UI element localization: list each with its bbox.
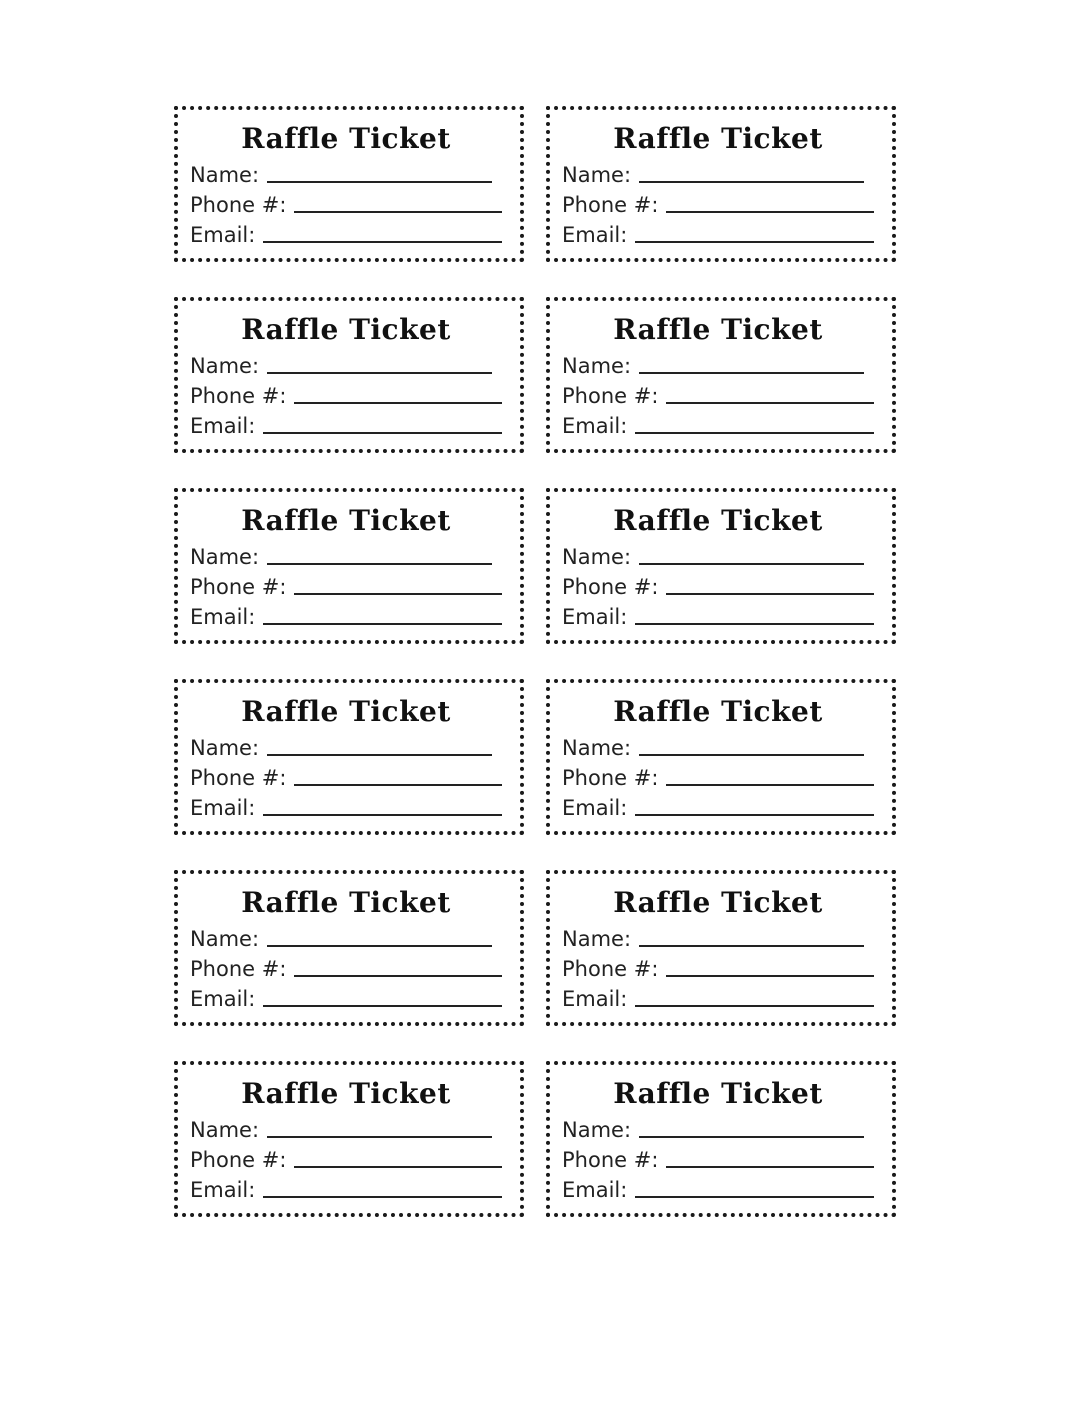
email-row (562, 790, 874, 820)
name-blank-line[interactable] (267, 943, 492, 947)
ticket-title: Raffle Ticket (241, 886, 451, 919)
name-label: Name: (190, 927, 260, 951)
name-row (562, 730, 874, 760)
email-row (562, 408, 874, 438)
phone-blank-line[interactable] (294, 209, 502, 213)
name-blank-line[interactable] (639, 179, 864, 183)
name-blank-line[interactable] (639, 752, 864, 756)
phone-row (190, 760, 502, 790)
raffle-ticket-sheet (174, 106, 898, 1217)
name-label: Name: (562, 736, 632, 760)
raffle-ticket (546, 1061, 896, 1217)
phone-label: Phone #: (190, 957, 287, 981)
email-row (190, 981, 502, 1011)
phone-blank-line[interactable] (666, 591, 874, 595)
phone-row (190, 951, 502, 981)
email-row (190, 1172, 502, 1202)
email-row (562, 217, 874, 247)
phone-row (562, 187, 874, 217)
phone-label: Phone #: (562, 575, 659, 599)
name-row (190, 348, 502, 378)
name-blank-line[interactable] (267, 179, 492, 183)
name-label: Name: (190, 163, 260, 187)
ticket-title: Raffle Ticket (241, 504, 451, 537)
name-row (562, 1112, 874, 1142)
email-label: Email: (562, 987, 628, 1011)
email-label: Email: (562, 605, 628, 629)
phone-label: Phone #: (562, 1148, 659, 1172)
ticket-title: Raffle Ticket (241, 313, 451, 346)
ticket-title: Raffle Ticket (241, 122, 451, 155)
raffle-ticket (174, 297, 524, 453)
email-label: Email: (190, 1178, 256, 1202)
email-label: Email: (190, 414, 256, 438)
name-label: Name: (562, 927, 632, 951)
email-label: Email: (562, 1178, 628, 1202)
phone-label: Phone #: (190, 766, 287, 790)
ticket-title: Raffle Ticket (613, 122, 823, 155)
name-label: Name: (190, 736, 260, 760)
email-blank-line[interactable] (635, 1194, 874, 1198)
name-blank-line[interactable] (267, 370, 492, 374)
email-label: Email: (562, 223, 628, 247)
name-blank-line[interactable] (639, 943, 864, 947)
phone-blank-line[interactable] (294, 973, 502, 977)
email-blank-line[interactable] (635, 430, 874, 434)
email-blank-line[interactable] (635, 812, 874, 816)
phone-label: Phone #: (562, 384, 659, 408)
email-label: Email: (190, 796, 256, 820)
phone-row (562, 569, 874, 599)
raffle-ticket (174, 106, 524, 262)
phone-label: Phone #: (190, 1148, 287, 1172)
name-row (190, 157, 502, 187)
raffle-ticket (546, 488, 896, 644)
email-blank-line[interactable] (263, 430, 502, 434)
email-label: Email: (190, 223, 256, 247)
email-row (562, 1172, 874, 1202)
phone-blank-line[interactable] (666, 1164, 874, 1168)
raffle-ticket (546, 106, 896, 262)
name-row (190, 539, 502, 569)
name-label: Name: (562, 1118, 632, 1142)
name-blank-line[interactable] (267, 561, 492, 565)
email-blank-line[interactable] (263, 1003, 502, 1007)
raffle-ticket (546, 297, 896, 453)
phone-label: Phone #: (190, 384, 287, 408)
ticket-title: Raffle Ticket (613, 695, 823, 728)
name-row (562, 921, 874, 951)
name-label: Name: (190, 545, 260, 569)
name-blank-line[interactable] (639, 1134, 864, 1138)
name-label: Name: (562, 354, 632, 378)
ticket-title: Raffle Ticket (241, 1077, 451, 1110)
phone-blank-line[interactable] (666, 973, 874, 977)
ticket-title: Raffle Ticket (241, 695, 451, 728)
name-label: Name: (562, 545, 632, 569)
email-row (190, 217, 502, 247)
name-row (562, 539, 874, 569)
email-blank-line[interactable] (263, 239, 502, 243)
phone-blank-line[interactable] (294, 782, 502, 786)
phone-blank-line[interactable] (666, 209, 874, 213)
ticket-title: Raffle Ticket (613, 886, 823, 919)
phone-blank-line[interactable] (294, 400, 502, 404)
phone-row (562, 1142, 874, 1172)
name-label: Name: (190, 354, 260, 378)
phone-blank-line[interactable] (666, 782, 874, 786)
phone-row (562, 760, 874, 790)
phone-label: Phone #: (562, 193, 659, 217)
raffle-ticket (174, 488, 524, 644)
email-blank-line[interactable] (263, 621, 502, 625)
email-blank-line[interactable] (263, 812, 502, 816)
name-label: Name: (190, 1118, 260, 1142)
phone-row (190, 378, 502, 408)
ticket-title: Raffle Ticket (613, 1077, 823, 1110)
phone-label: Phone #: (562, 766, 659, 790)
phone-label: Phone #: (190, 193, 287, 217)
phone-row (562, 951, 874, 981)
raffle-ticket (174, 1061, 524, 1217)
raffle-ticket (546, 870, 896, 1026)
phone-label: Phone #: (190, 575, 287, 599)
ticket-title: Raffle Ticket (613, 504, 823, 537)
phone-row (190, 187, 502, 217)
email-label: Email: (562, 796, 628, 820)
name-row (190, 730, 502, 760)
phone-row (562, 378, 874, 408)
email-blank-line[interactable] (263, 1194, 502, 1198)
phone-blank-line[interactable] (666, 400, 874, 404)
name-blank-line[interactable] (639, 370, 864, 374)
name-blank-line[interactable] (639, 561, 864, 565)
phone-blank-line[interactable] (294, 591, 502, 595)
phone-label: Phone #: (562, 957, 659, 981)
raffle-ticket (546, 679, 896, 835)
email-blank-line[interactable] (635, 1003, 874, 1007)
email-row (562, 981, 874, 1011)
email-row (190, 599, 502, 629)
phone-blank-line[interactable] (294, 1164, 502, 1168)
raffle-ticket (174, 679, 524, 835)
phone-row (190, 569, 502, 599)
email-label: Email: (562, 414, 628, 438)
name-row (562, 348, 874, 378)
name-row (562, 157, 874, 187)
name-row (190, 1112, 502, 1142)
email-label: Email: (190, 987, 256, 1011)
raffle-ticket (174, 870, 524, 1026)
email-blank-line[interactable] (635, 239, 874, 243)
email-row (190, 790, 502, 820)
name-row (190, 921, 502, 951)
name-blank-line[interactable] (267, 1134, 492, 1138)
email-row (562, 599, 874, 629)
email-row (190, 408, 502, 438)
email-label: Email: (190, 605, 256, 629)
ticket-title: Raffle Ticket (613, 313, 823, 346)
name-label: Name: (562, 163, 632, 187)
phone-row (190, 1142, 502, 1172)
email-blank-line[interactable] (635, 621, 874, 625)
name-blank-line[interactable] (267, 752, 492, 756)
